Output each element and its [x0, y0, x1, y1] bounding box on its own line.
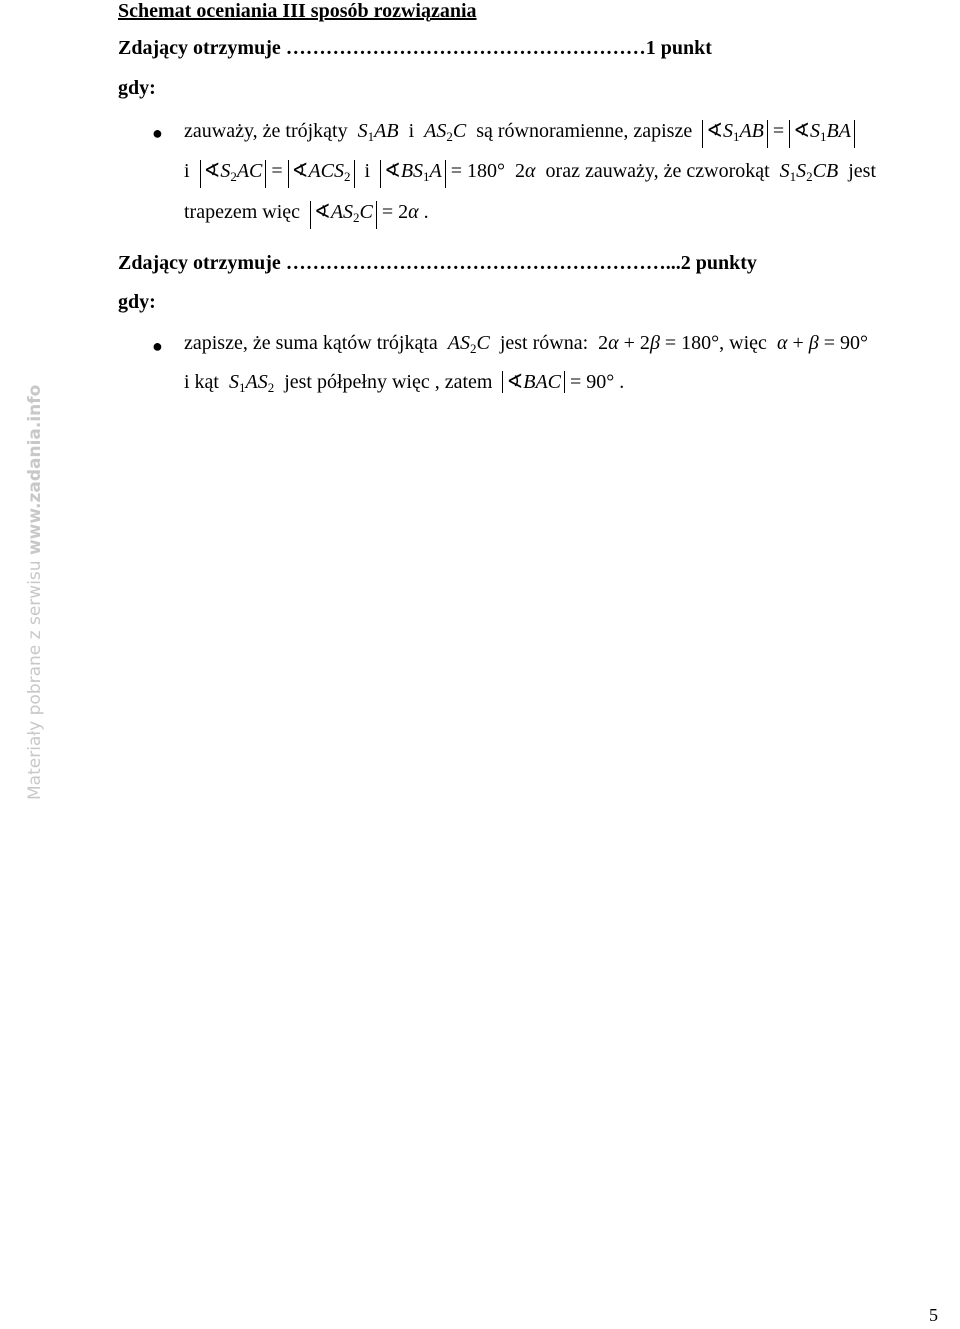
criterion-1-line-1: zauważy, że trójkąty $S_1AB$ i $AS_2C$ są równoramienne, zapisze $∢S_1AB$ = $∢S_1BA$ [184, 120, 855, 148]
watermark [25, 385, 45, 800]
criterion-2-gdy: gdy: [118, 291, 156, 313]
criterion-2-line-1: zapisze, że suma kątów trójkąta $AS_2C$ jest równa: 2α + 2β = 180°, więc α + β = 90° [184, 332, 868, 356]
criterion-dots: …………………………………………………... [285, 252, 681, 274]
watermark-text: Materiały pobrane z serwisu [25, 555, 45, 800]
criterion-1-line-2: i $∢S_2AC$ = $∢ACS_2$ i $∢BS_1A = 180^\circ$ 2α oraz zauważy, że czworokąt $S_1S_2CB$ jest [184, 160, 876, 188]
criterion-points: 1 punkt [645, 37, 712, 59]
criterion-1-header [118, 37, 712, 60]
watermark-site-link[interactable]: www.zadania.info [25, 384, 45, 556]
criterion-2-line-2: i kąt $S_1AS_2$ jest półpełny więc , zatem ∢BAC = 90° . [184, 371, 625, 395]
criterion-1-line-3: trapezem więc $∢AS_2C = 2\alpha$ . [184, 201, 429, 229]
bullet-icon: ● [152, 123, 163, 143]
bullet-icon: ● [152, 336, 163, 356]
criterion-dots: ……………………………………………… [285, 37, 646, 59]
page-number: 5 [929, 1305, 938, 1325]
section-title: Schemat oceniania III sposób rozwiązania [118, 0, 477, 22]
criterion-label: Zdający otrzymuje [118, 252, 281, 274]
criterion-label: Zdający otrzymuje [118, 37, 281, 59]
criterion-1-gdy: gdy: [118, 77, 156, 99]
criterion-points: 2 punkty [680, 252, 757, 274]
criterion-2-header [118, 252, 757, 275]
